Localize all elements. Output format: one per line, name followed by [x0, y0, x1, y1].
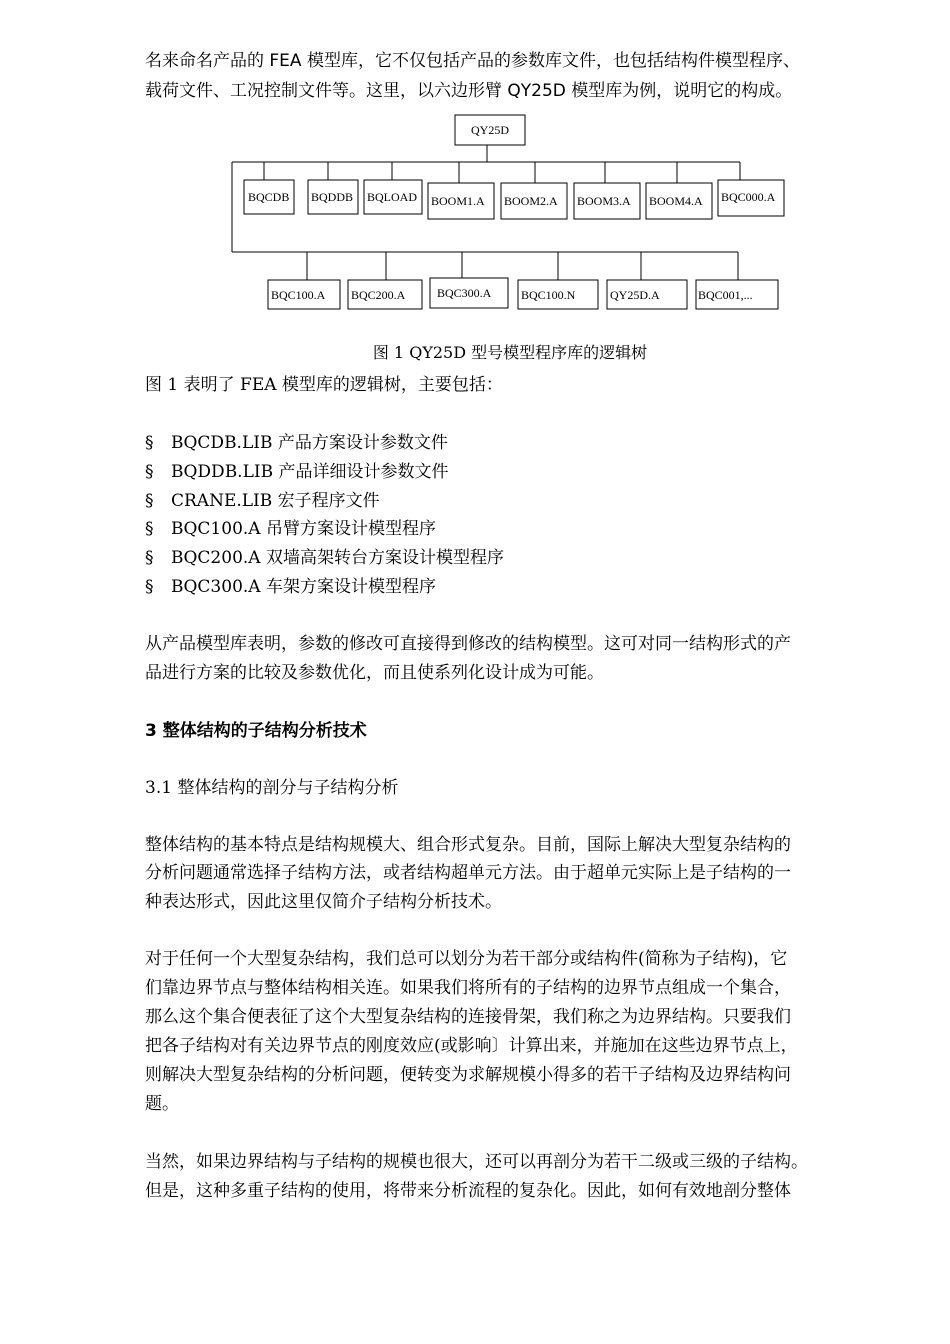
- tree-node-root: [455, 115, 525, 145]
- bullet-mark: §: [145, 462, 154, 482]
- list-item-text: BQC200.A 双墙高架转台方案设计模型程序: [171, 548, 504, 568]
- paragraph-3-line-4: 把各子结构对有关边界节点的刚度效应(或影响〕计算出来，并施加在这些边界节点上，: [145, 1036, 798, 1056]
- list-item: [145, 461, 449, 483]
- section-heading: 3 整体结构的子结构分析技术: [145, 721, 367, 741]
- list-item: [145, 490, 380, 512]
- tree-node-label: BQC001,...: [698, 288, 753, 302]
- figure-caption: 图 1 QY25D 型号模型程序库的逻辑树: [372, 343, 648, 362]
- tree-node-boom3: [574, 183, 640, 219]
- list-item-text: BQDDB.LIB 产品详细设计参数文件: [171, 462, 449, 482]
- tree-node-bqc200a: [348, 280, 422, 309]
- tree-node-label: BQC000.A: [721, 190, 776, 204]
- bullet-mark: §: [145, 519, 154, 539]
- tree-node-boom2: [501, 183, 567, 219]
- list-item: [145, 518, 436, 540]
- intro-line-1: 名来命名产品的 FEA 模型库，它不仅包括产品的参数库文件，也包括结构件模型程序、: [145, 51, 800, 71]
- tree-node-label: BOOM1.A: [431, 194, 485, 208]
- paragraph-3-line-3: 那么这个集合便表征了这个大型复杂结构的连接骨架，我们称之为边界结构。只要我们: [145, 1007, 791, 1027]
- tree-node-label: BOOM4.A: [649, 194, 703, 208]
- paragraph-4-line-2: 但是，这种多重子结构的使用，将带来分析流程的复杂化。因此，如何有效地剖分整体: [145, 1181, 791, 1201]
- tree-node-bqload: [364, 180, 422, 214]
- bullet-mark: §: [145, 577, 154, 597]
- list-item: [145, 547, 504, 569]
- tree-node-root-label: QY25D: [471, 123, 509, 137]
- tree-node-label: BQC200.A: [351, 288, 406, 302]
- tree-node-qy25da: [607, 280, 687, 309]
- list-item: [145, 576, 436, 598]
- bullet-mark: §: [145, 433, 154, 453]
- paragraph-4-line-1: 当然，如果边界结构与子结构的规模也很大，还可以再剖分为若干二级或三级的子结构。: [145, 1152, 808, 1172]
- figure-intro-text: 图 1 表明了 FEA 模型库的逻辑树，主要包括：: [145, 375, 503, 395]
- tree-node-bqcdb: [244, 180, 294, 214]
- bullet-mark: §: [145, 548, 154, 568]
- tree-node-bqc100a: [268, 280, 340, 309]
- tree-node-label: BQLOAD: [367, 190, 417, 204]
- subsection-heading: 3.1 整体结构的剖分与子结构分析: [145, 778, 399, 798]
- tree-node-label: BQCDB: [248, 190, 290, 204]
- tree-node-label: BQC100.A: [271, 288, 326, 302]
- list-item: [145, 432, 448, 454]
- paragraph-3-line-6: 题。: [145, 1094, 179, 1114]
- tree-node-label: BQC100.N: [521, 288, 576, 302]
- bullet-mark: §: [145, 491, 154, 511]
- paragraph-2-line-2: 分析问题通常选择子结构方法，或者结构超单元方法。由于超单元实际上是子结构的一: [145, 863, 791, 883]
- tree-node-label: BOOM3.A: [577, 194, 631, 208]
- list-item-text: BQC300.A 车架方案设计模型程序: [171, 577, 436, 597]
- tree-node-bqc000: [718, 180, 784, 216]
- tree-node-label: BOOM2.A: [504, 194, 558, 208]
- list-item-text: BQCDB.LIB 产品方案设计参数文件: [171, 433, 448, 453]
- logic-tree-diagram: [0, 0, 950, 340]
- paragraph-1-line-2: 品进行方案的比较及参数优化，而且使系列化设计成为可能。: [145, 663, 604, 683]
- list-item-text: BQC100.A 吊臂方案设计模型程序: [171, 519, 436, 539]
- tree-node-label: QY25D.A: [610, 288, 660, 302]
- tree-node-bqc001: [696, 280, 778, 309]
- paragraph-2-line-1: 整体结构的基本特点是结构规模大、组合形式复杂。目前，国际上解决大型复杂结构的: [145, 835, 791, 855]
- tree-node-label: BQDDB: [311, 190, 354, 204]
- paragraph-3-line-2: 们靠边界节点与整体结构相关连。如果我们将所有的子结构的边界节点组成一个集合，: [145, 978, 791, 998]
- intro-line-2: 载荷文件、工况控制文件等。这里，以六边形臂 QY25D 模型库为例，说明它的构成。: [145, 81, 793, 101]
- paragraph-2-line-3: 种表达形式，因此这里仅简介子结构分析技术。: [145, 892, 502, 912]
- tree-node-boom1: [428, 183, 494, 219]
- paragraph-1-line-1: 从产品模型库表明，参数的修改可直接得到修改的结构模型。这可对同一结构形式的产: [145, 634, 791, 654]
- paragraph-3-line-5: 则解决大型复杂结构的分析问题，便转变为求解规模小得多的若干子结构及边界结构问: [145, 1065, 791, 1085]
- tree-node-bqddb: [308, 180, 358, 214]
- tree-node-label: BQC300.A: [437, 286, 492, 300]
- tree-node-bqc300a: [430, 278, 508, 308]
- tree-node-bqc100n: [518, 280, 598, 309]
- tree-node-boom4: [646, 183, 712, 219]
- list-item-text: CRANE.LIB 宏子程序文件: [171, 491, 380, 511]
- paragraph-3-line-1: 对于任何一个大型复杂结构，我们总可以划分为若干部分或结构件(简称为子结构)，它: [145, 949, 788, 969]
